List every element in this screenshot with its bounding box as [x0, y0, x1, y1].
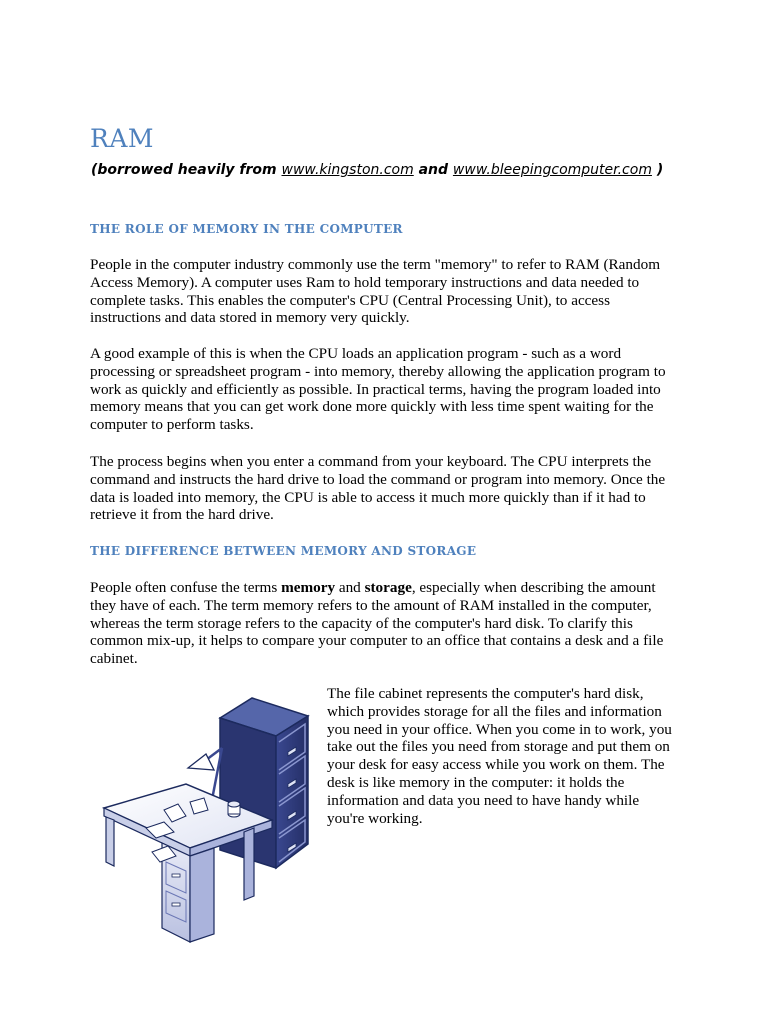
kingston-link[interactable]: www.kingston.com — [281, 162, 414, 178]
subtitle-suffix: ) — [651, 162, 664, 178]
paragraph: People in the computer industry commonly use the term "memory" to refer to RAM (Random Access Memory). A computer uses Ram to hold temporary instructions and data needed to complete tasks. This enables the computer's CPU (Central Processing Unit), to access instructions and data stored in memory very quickly. — [90, 256, 661, 327]
page-title: RAM — [90, 124, 154, 153]
paragraph-file-cabinet-analogy: The file cabinet represents the computer's hard disk, which provides storage for all the files and information you need in your office. When you come in to work, you take out the files you need from storage and put them on your desk for easy access while you work on them. The desk is like memory in the computer: it holds the information and data you need to have handy while you're working. — [327, 685, 672, 827]
section-heading-role-of-memory: THE ROLE OF MEMORY IN THE COMPUTER — [90, 222, 403, 236]
paragraph: The process begins when you enter a command from your keyboard. The CPU interprets the command and instructs the hard drive to load the command or program into memory. Once the data is loaded into memory, the CPU is able to access it much more quickly than if it had to retrieve it from the hard drive. — [90, 453, 666, 524]
bleepingcomputer-link[interactable]: www.bleepingcomputer.com — [452, 162, 652, 178]
bold-term-memory: memory — [281, 579, 336, 596]
text-run: People often confuse the terms — [90, 579, 282, 596]
subtitle — [91, 162, 663, 178]
text-run: , especially when describing the amount they have of each. The term memory refers to the amount of RAM installed in the computer, whereas the term storage refers to the capacity of the computer's hard disk. To clarify this common mix-up, it helps to compare your computer to an office that contains a desk and a file cabinet. — [90, 579, 664, 668]
bold-term-storage: storage — [364, 579, 412, 596]
paragraph: A good example of this is when the CPU loads an application program - such as a word processing or spreadsheet program - into memory, thereby allowing the application program to work as quickly and efficiently as possible. In practical terms, having the program loaded into memory means that you can get work done more quickly with less time spent waiting for the computer to perform tasks. — [90, 345, 666, 434]
desk-and-file-cabinet-icon — [94, 690, 320, 946]
subtitle-middle: and — [413, 162, 453, 178]
section-heading-memory-vs-storage: THE DIFFERENCE BETWEEN MEMORY AND STORAGE — [90, 544, 477, 558]
text-run: and — [335, 579, 365, 596]
subtitle-prefix: (borrowed heavily from — [91, 162, 282, 178]
paragraph — [90, 579, 670, 668]
